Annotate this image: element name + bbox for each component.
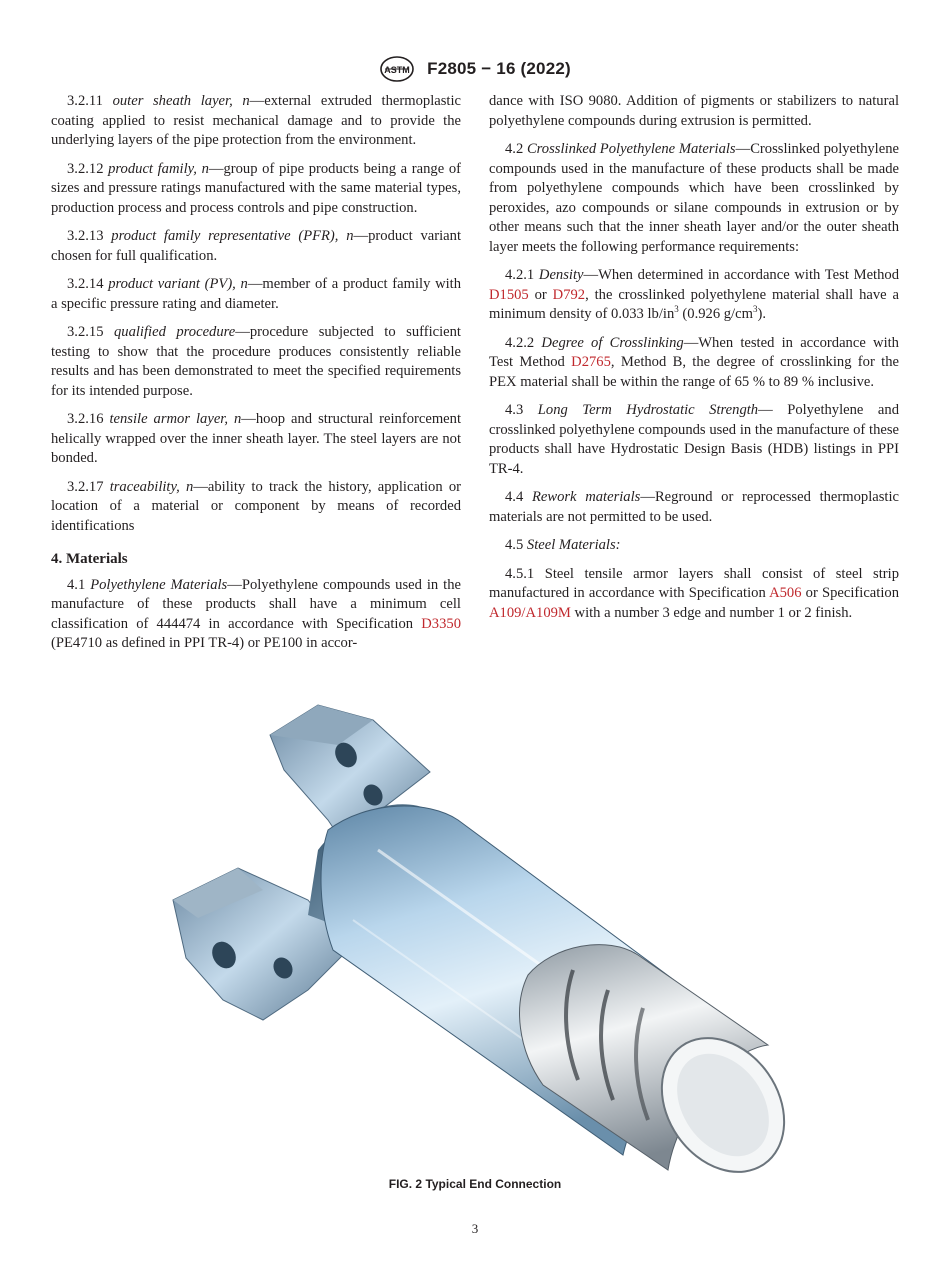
svg-text:ASTM: ASTM <box>384 65 410 75</box>
right-column <box>489 92 899 632</box>
para-4-2-2: 4.2.2 Degree of Crosslinking—When tested in accordance with Test Method D2765, Method B, the degree of crosslinking for the PEX material shall be within the range of 65 % to 89 % inclusive. <box>489 334 899 390</box>
para-4-2-1: 4.2.1 Density—When determined in accordance with Test Method D1505 or D792, the crosslinked polyethylene material shall have a minimum density of 0.033 $lb/in^3$ (0.926 $g/cm^3$). <box>489 267 899 322</box>
para-4-5-1: 4.5.1 Steel tensile armor layers shall consist of steel strip manufactured in accordance with Specification A506 or Specification A109/A109M with a number 3 edge and number 1 or 2 finish. <box>489 565 899 621</box>
para-4-2: 4.2 Crosslinked Polyethylene Materials—Crosslinked polyethylene compounds used in the manufacture of these products shall be made from polyethylene compounds which have been crosslinked by peroxides, azo compounds or silane compounds in extrusion or by other means such that the inner sheath layer and/or the outer sheath layer meets the following performance requirements: <box>489 141 899 255</box>
left-column <box>51 92 461 663</box>
link-d1505[interactable]: D1505 <box>489 286 529 303</box>
para-4-3: 4.3 Long Term Hydrostatic Strength— Polyethylene and crosslinked polyethylene compounds used in the manufacture of these products shall have Hydrostatic Design Basis (HDB) listings in PPI TR-4. <box>489 402 899 477</box>
para-4-5: 4.5 Steel Materials: <box>505 537 621 553</box>
para-3-2-16: 3.2.16 tensile armor layer, n—hoop and structural reinforcement helically wrapped over the inner sheath layer. The steel layers are not bonded. <box>51 411 461 466</box>
para-3-2-13: 3.2.13 product family representative (PFR), n—product variant chosen for full qualification. <box>51 228 462 264</box>
page-header <box>0 56 950 84</box>
end-connection-illustration <box>168 700 793 1175</box>
page-number: 3 <box>471 1221 479 1236</box>
document-designation: F2805 − 16 (2022) <box>427 59 571 78</box>
figure-caption: FIG. 2 Typical End Connection <box>388 1177 562 1191</box>
link-a109[interactable]: A109/A109M <box>489 604 571 621</box>
link-a506[interactable]: A506 <box>769 585 802 601</box>
link-d2765[interactable]: D2765 <box>571 354 611 370</box>
para-3-2-14: 3.2.14 product variant (PV), n—member of a product family with a specific pressure rating and diameter. <box>51 276 462 312</box>
para-3-2-12: 3.2.12 product family, n—group of pipe products being a range of sizes and pressure ratings manufactured with the same material types, production process and process controls and pipe construction. <box>51 160 461 216</box>
astm-logo-icon <box>379 56 415 82</box>
para-4-1: 4.1 Polyethylene Materials—Polyethylene compounds used in the manufacture of these products shall have a minimum cell classification of 444474 in accordance with Specification D3350 (PE4710 as defined in PPI TR-4) or PE100 in accor- <box>51 576 461 651</box>
link-d792[interactable]: D792 <box>552 286 586 303</box>
para-4-4: 4.4 Rework materials—Reground or reprocessed thermoplastic materials are not permitted to be used. <box>489 489 899 525</box>
para-3-2-15: 3.2.15 qualified procedure—procedure subjected to sufficient testing to show that the procedure produces consistently reliable results and has been demonstrated to meet the specified requirements for its intended purpose. <box>51 324 461 399</box>
para-3-2-11: 3.2.11 outer sheath layer, n—external extruded thermoplastic coating applied to resist mechanical damage and to provide the underlying layers of the pipe protection from the environment. <box>51 93 461 148</box>
link-d3350[interactable]: D3350 <box>421 615 461 632</box>
para-4-1-continued: dance with ISO 9080. Addition of pigments or stabilizers to natural polyethylene compounds during extrusion is permitted. <box>489 93 899 129</box>
para-3-2-17: 3.2.17 traceability, n—ability to track the history, application or location of a material or component by means of recorded identifications <box>51 478 461 534</box>
section-heading-materials: 4. Materials <box>51 551 128 567</box>
